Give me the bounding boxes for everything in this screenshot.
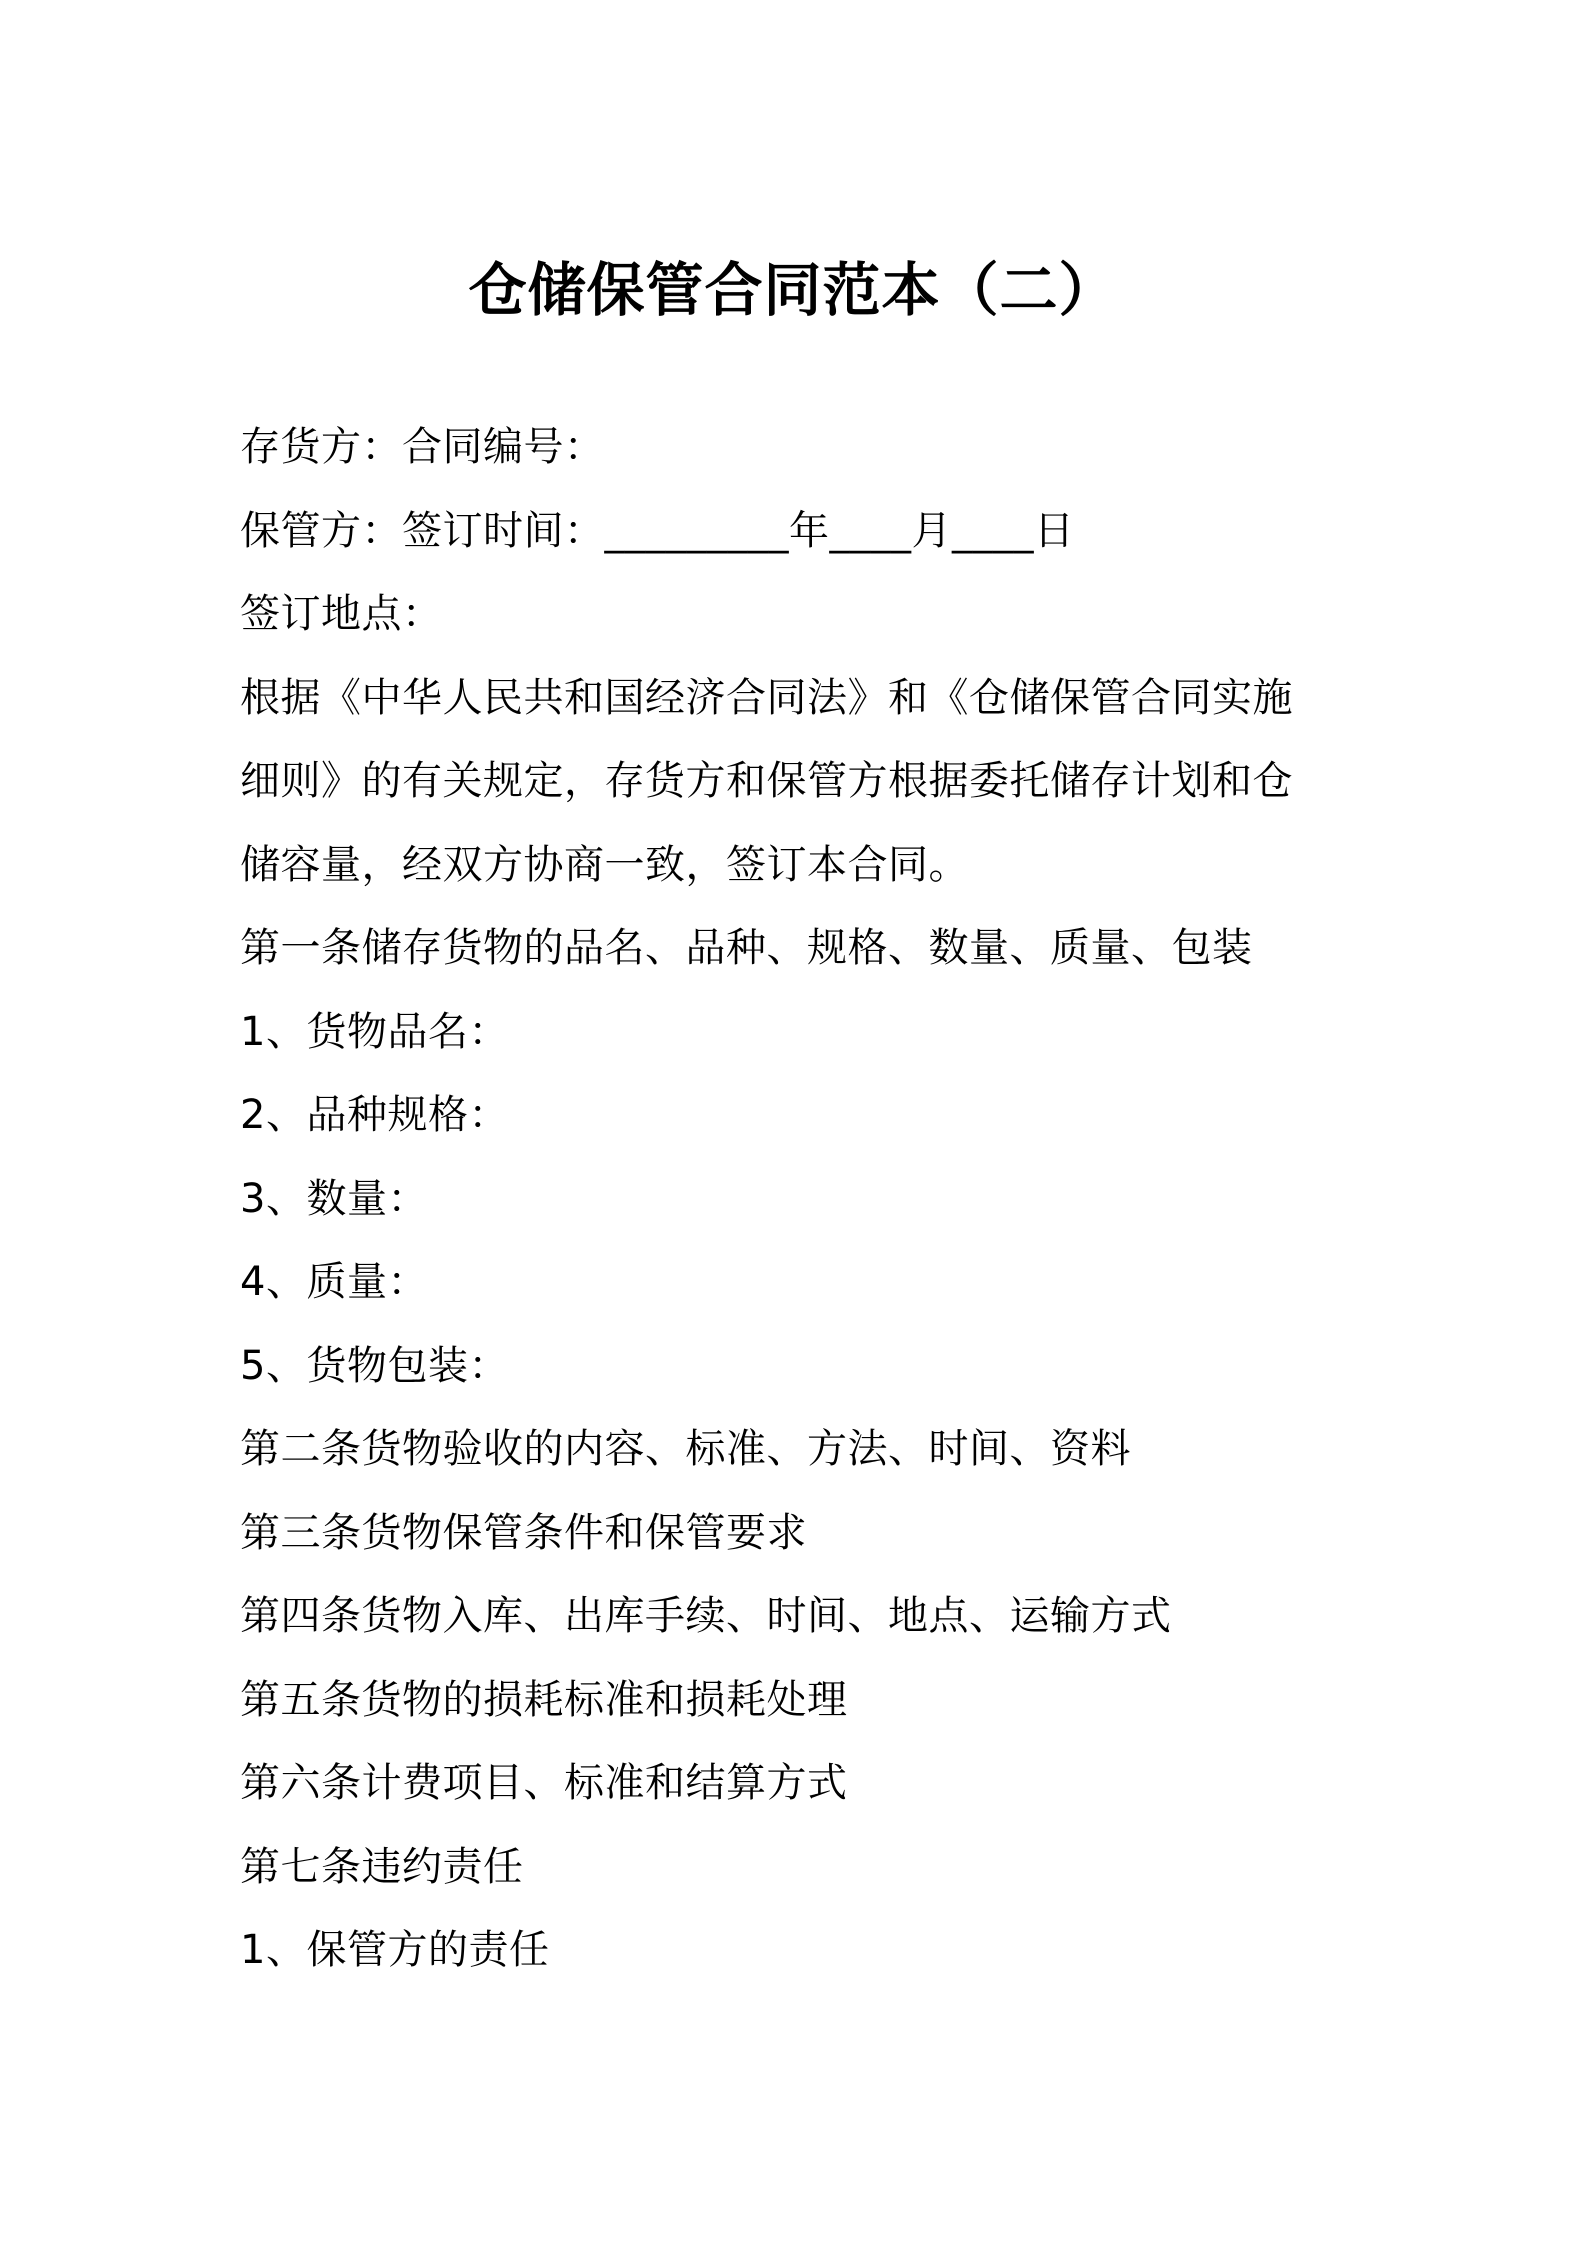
preamble-line-1: 根据《中华人民共和国经济合同法》和《仓储保管合同实施 xyxy=(240,674,1293,721)
article-5-heading: 第五条货物的损耗标准和损耗处理 xyxy=(240,1676,848,1723)
article-2-heading: 第二条货物验收的内容、标准、方法、时间、资料 xyxy=(240,1426,1131,1472)
article-3-heading: 第三条货物保管条件和保管要求 xyxy=(240,1509,807,1556)
signing-place-line: 签订地点： xyxy=(240,591,443,637)
article-7-item-1: 1、保管方的责任 xyxy=(240,1927,550,1973)
article-1-item-2: 2、品种规格： xyxy=(240,1092,509,1138)
document-body xyxy=(240,406,1370,1993)
article-1-item-3: 3、数量： xyxy=(240,1175,428,1222)
article-6-heading: 第六条计费项目、标准和结算方式 xyxy=(240,1760,848,1806)
party-depositor-line: 存货方：合同编号： xyxy=(240,424,605,470)
preamble-line-3: 储容量，经双方协商一致，签订本合同。 xyxy=(240,841,969,888)
article-1-item-4: 4、质量： xyxy=(240,1259,428,1305)
article-4-heading: 第四条货物入库、出库手续、时间、地点、运输方式 xyxy=(240,1593,1172,1639)
article-1-item-1: 1、货物品名： xyxy=(240,1008,509,1055)
article-1-heading: 第一条储存货物的品名、品种、规格、数量、质量、包装 xyxy=(240,925,1253,971)
document-title: 仓储保管合同范本（二） xyxy=(468,256,1118,324)
article-7-heading: 第七条违约责任 xyxy=(240,1843,524,1890)
preamble-line-2: 细则》的有关规定，存货方和保管方根据委托储存计划和仓 xyxy=(240,758,1293,804)
party-custodian-line: 保管方：签订时间：_________年____月____日 xyxy=(240,507,1075,554)
article-1-item-5: 5、货物包装： xyxy=(240,1342,509,1389)
